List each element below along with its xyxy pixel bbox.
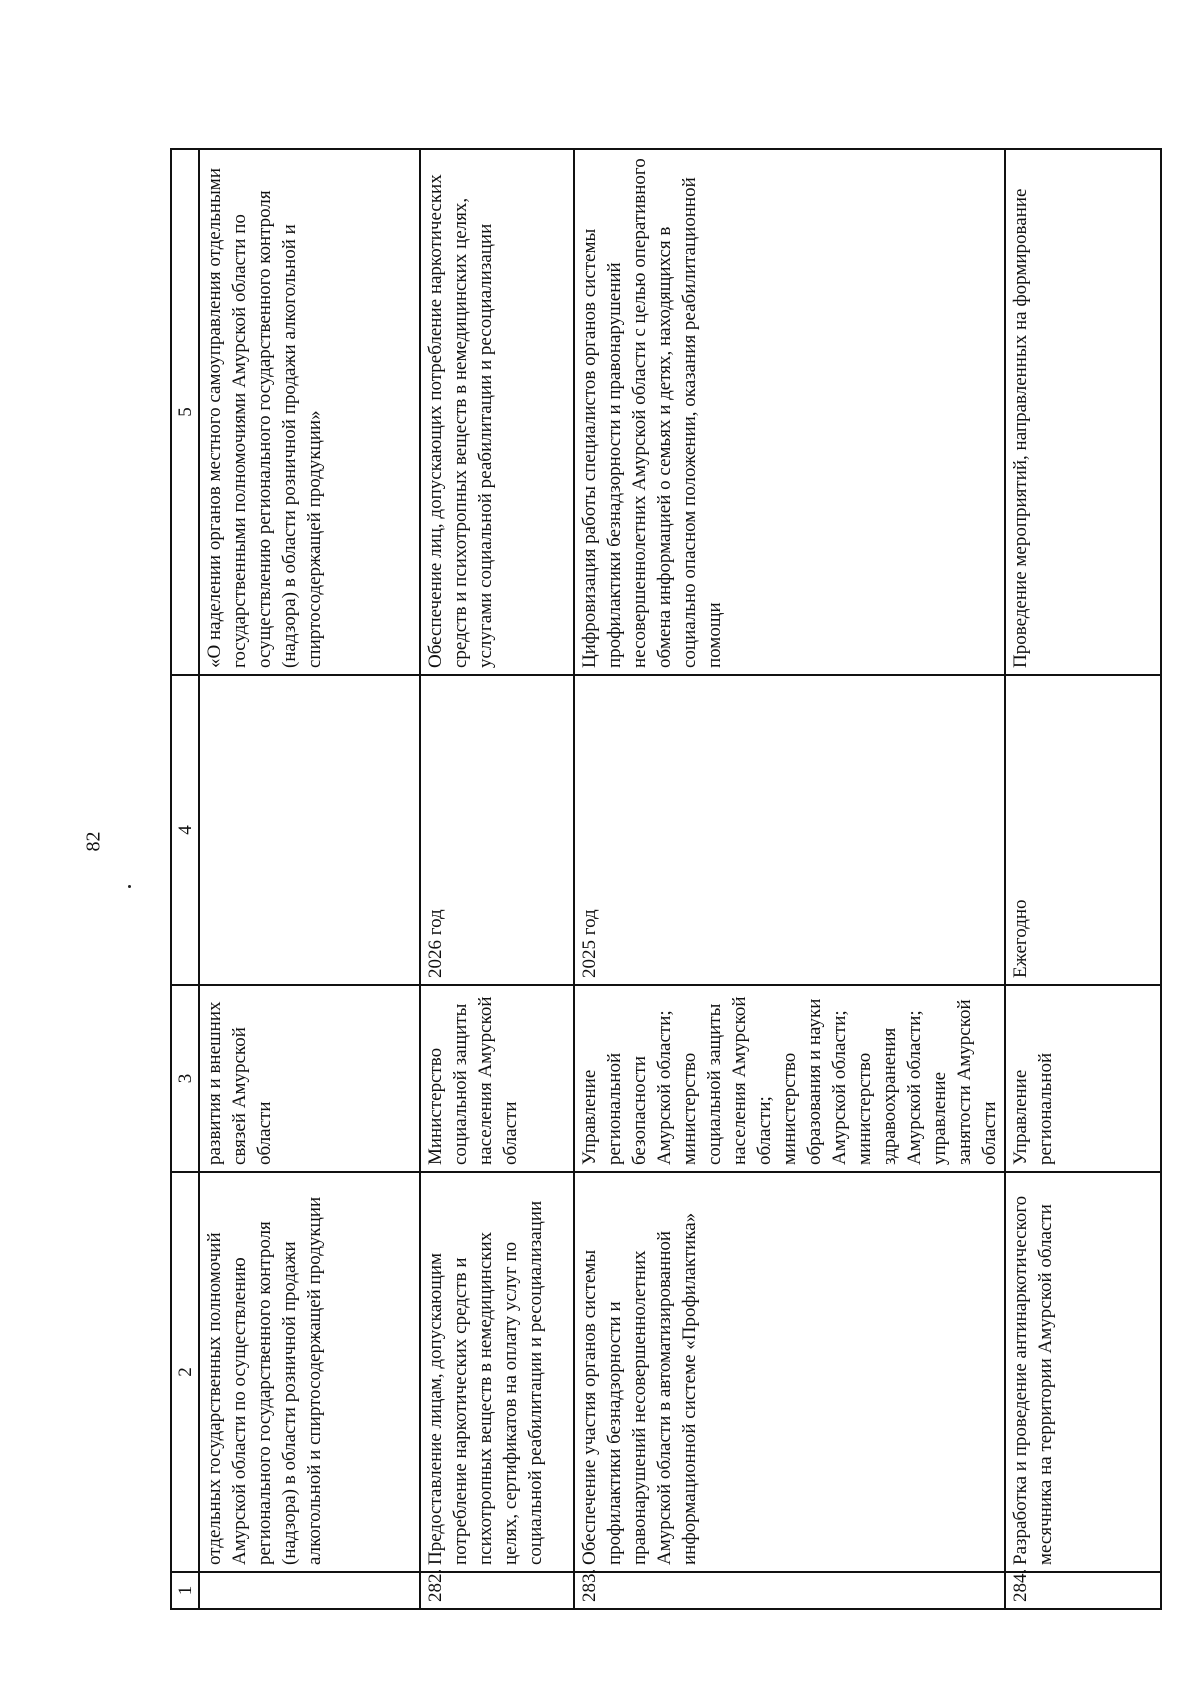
page-number: 82 — [82, 831, 105, 852]
deadline-cell: 2025 год — [574, 675, 1005, 985]
responsible-cell: Управление региональной — [1005, 985, 1161, 1172]
result-cell: Проведение мероприятий, направленных на формирование — [1005, 149, 1161, 675]
table-row — [199, 149, 420, 1609]
deadline-cell: 2026 год — [420, 675, 574, 985]
header-cell-3: 3 — [171, 985, 199, 1172]
row-number: 282. — [420, 1572, 574, 1609]
scan-speck — [128, 885, 131, 888]
measure-cell: Обеспечение участия органов системы профилактики безнадзорности и правонарушений несовершеннолетних Амурской области в автоматизированной информационной системе «Профилактика» — [574, 1172, 1005, 1572]
table-row — [574, 149, 1005, 1609]
row-number: 284. — [1005, 1572, 1161, 1609]
row-number: 283. — [574, 1572, 1005, 1609]
responsible-cell: Управление региональной безопасности Амурской области; министерство социальной защиты населения Амурской области; министерство образования и науки Амурской области; министерство здравоохранения Амурской области; управление занятости Амурской области — [574, 985, 1005, 1172]
deadline-cell — [199, 675, 420, 985]
row-number — [199, 1572, 420, 1609]
deadline-cell: Ежегодно — [1005, 675, 1161, 985]
result-cell: Цифровизация работы специалистов органов системы профилактики безнадзорности и правонарушений несовершеннолетних Амурской области с целью оперативного обмена информацией о семьях и детях, находящихся в социально опасном положении, оказания реабилитационной помощи — [574, 149, 1005, 675]
header-cell-1: 1 — [171, 1572, 199, 1609]
header-cell-2: 2 — [171, 1172, 199, 1572]
measure-cell: отдельных государственных полномочий Амурской области по осуществлению регионального государственного контроля (надзора) в области розничной продажи алкогольной и спиртосодержащей продукции — [199, 1172, 420, 1572]
header-cell-5: 5 — [171, 149, 199, 675]
responsible-cell: развития и внешних связей Амурской области — [199, 985, 420, 1172]
measure-cell: Предоставление лицам, допускающим потребление наркотических средств и психотропных веществ в немедицинских целях, сертификатов на оплату услуг по социальной реабилитации и ресоциализации — [420, 1172, 574, 1572]
table-row — [420, 149, 574, 1609]
result-cell: «О наделении органов местного самоуправления отдельными государственными полномочиями Амурской области по осуществлению регионального государственного контроля (надзора) в области розничной продажи алкогольной и спиртосодержащей продукции» — [199, 149, 420, 675]
result-cell: Обеспечение лиц, допускающих потребление наркотических средств и психотропных веществ в немедицинских целях, услугами социальной реабилитации и ресоциализации — [420, 149, 574, 675]
responsible-cell: Министерство социальной защиты населения Амурской области — [420, 985, 574, 1172]
header-cell-4: 4 — [171, 675, 199, 985]
measures-table — [170, 148, 1162, 1610]
document-table-sheet — [170, 150, 1135, 1610]
table-row — [1005, 149, 1161, 1609]
measure-cell: Разработка и проведение антинаркотического месячника на территории Амурской области — [1005, 1172, 1161, 1572]
table-header-row — [171, 149, 199, 1609]
